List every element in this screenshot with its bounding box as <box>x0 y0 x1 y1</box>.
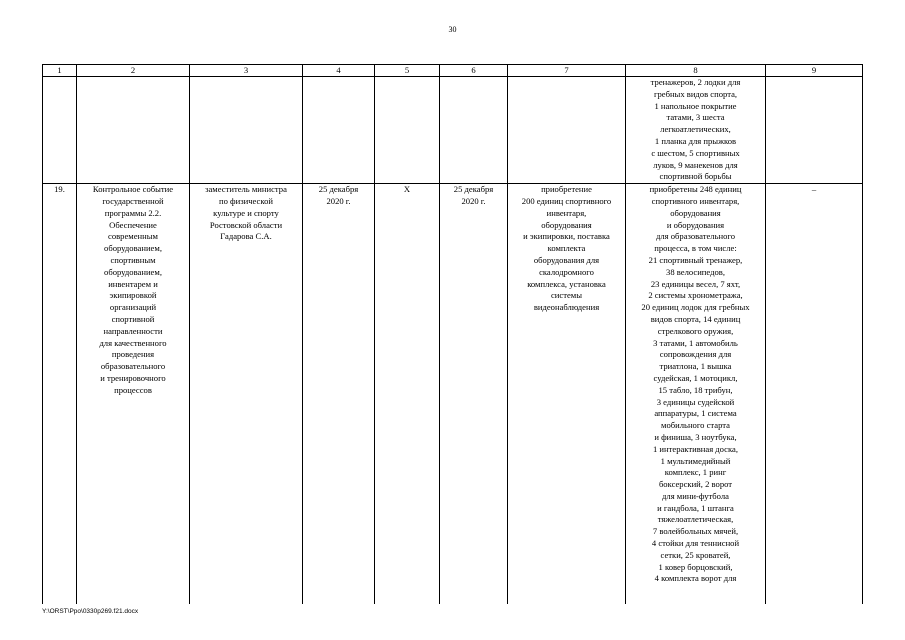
cont-cell-5 <box>375 77 440 184</box>
continuation-result-text: тренажеров, 2 лодки для гребных видов спорта, 1 напольное покрытие татами, 3 шеста легкоатлетических, 1 планка для прыжков с шестом, 5 спортивных луков, 9 манекенов для спортивной борьбы <box>650 77 741 182</box>
planned-date-cell <box>303 184 375 605</box>
event-text: Контрольное событие государственной программы 2.2. Обеспечение современным оборудованием, спортивным оборудованием, инвентарем и экипировкой организаций спортивной направленности для качественного проведения образовательного и тренировочного процессов <box>92 184 174 395</box>
row-number: 19. <box>54 184 65 195</box>
header-col-6: 6 <box>440 65 508 77</box>
header-col-5: 5 <box>375 65 440 77</box>
row-number-cell <box>43 184 77 605</box>
actual-result-text: приобретены 248 единиц спортивного инвентаря, оборудования и оборудования для образовательного процесса, в том числе: 21 спортивный тренажер, 38 велосипедов, 23 единицы весел, 7 яхт, 2 системы хронометража, 20 единиц лодок для гребных видов спорта, 14 единиц стрелкового оружия, 3 татами, 1 автомобиль сопровождения для триатлона, 1 вышка судейская, 1 мотоцикл, 15 табло, 18 трибун, 3 единицы судейской аппаратуры, 1 система мобильного старта и финиша, 3 ноутбука, 1 интерактивная доска, 1 мультимедийный комплекс, 1 ринг боксерский, 2 ворот для мини-футбола и гандбола, 1 штанга тяжелоатлетическая, 7 волейбольных мячей, 4 стойки для теннисной сетки, 25 кроватей, 1 ковер борцовский, 4 комплекта ворот для <box>641 184 750 584</box>
header-col-4: 4 <box>303 65 375 77</box>
planned-result-cell <box>508 184 626 605</box>
cont-cell-4 <box>303 77 375 184</box>
actual-date-text: 25 декабря 2020 г. <box>453 184 494 206</box>
cont-cell-2 <box>77 77 190 184</box>
header-col-2: 2 <box>77 65 190 77</box>
cont-cell-8 <box>626 77 766 184</box>
actual-date-cell <box>440 184 508 605</box>
header-col-3: 3 <box>190 65 303 77</box>
header-col-8: 8 <box>626 65 766 77</box>
planned-result-text: приобретение 200 единиц спортивного инвентаря, оборудования и экипировки, поставка комплекта оборудования для скалодромного комплекса, установка системы видеонаблюдения <box>521 184 612 313</box>
header-col-9: 9 <box>766 65 863 77</box>
actual-result-cell <box>626 184 766 605</box>
event-cell <box>77 184 190 605</box>
cont-cell-3 <box>190 77 303 184</box>
page-number: 30 <box>448 25 457 34</box>
col5-cell <box>375 184 440 605</box>
cont-cell-6 <box>440 77 508 184</box>
col9-cell <box>766 184 863 605</box>
table-row-continuation <box>43 77 863 184</box>
cont-cell-7 <box>508 77 626 184</box>
planned-date-text: 25 декабря 2020 г. <box>318 184 359 206</box>
cont-cell-1 <box>43 77 77 184</box>
header-col-1: 1 <box>43 65 77 77</box>
col5-text: X <box>403 184 411 195</box>
report-table <box>42 64 863 604</box>
responsible-text: заместитель министра по физической культуре и спорту Ростовской области Гадарова С.А. <box>205 184 287 242</box>
responsible-cell <box>190 184 303 605</box>
table-row-19 <box>43 184 863 605</box>
footer-file-path: Y:\ORST\Ppo\0330p269.f21.docx <box>42 608 139 615</box>
header-col-7: 7 <box>508 65 626 77</box>
table-header-row <box>43 65 863 77</box>
cont-cell-9 <box>766 77 863 184</box>
col9-text: – <box>811 184 817 195</box>
